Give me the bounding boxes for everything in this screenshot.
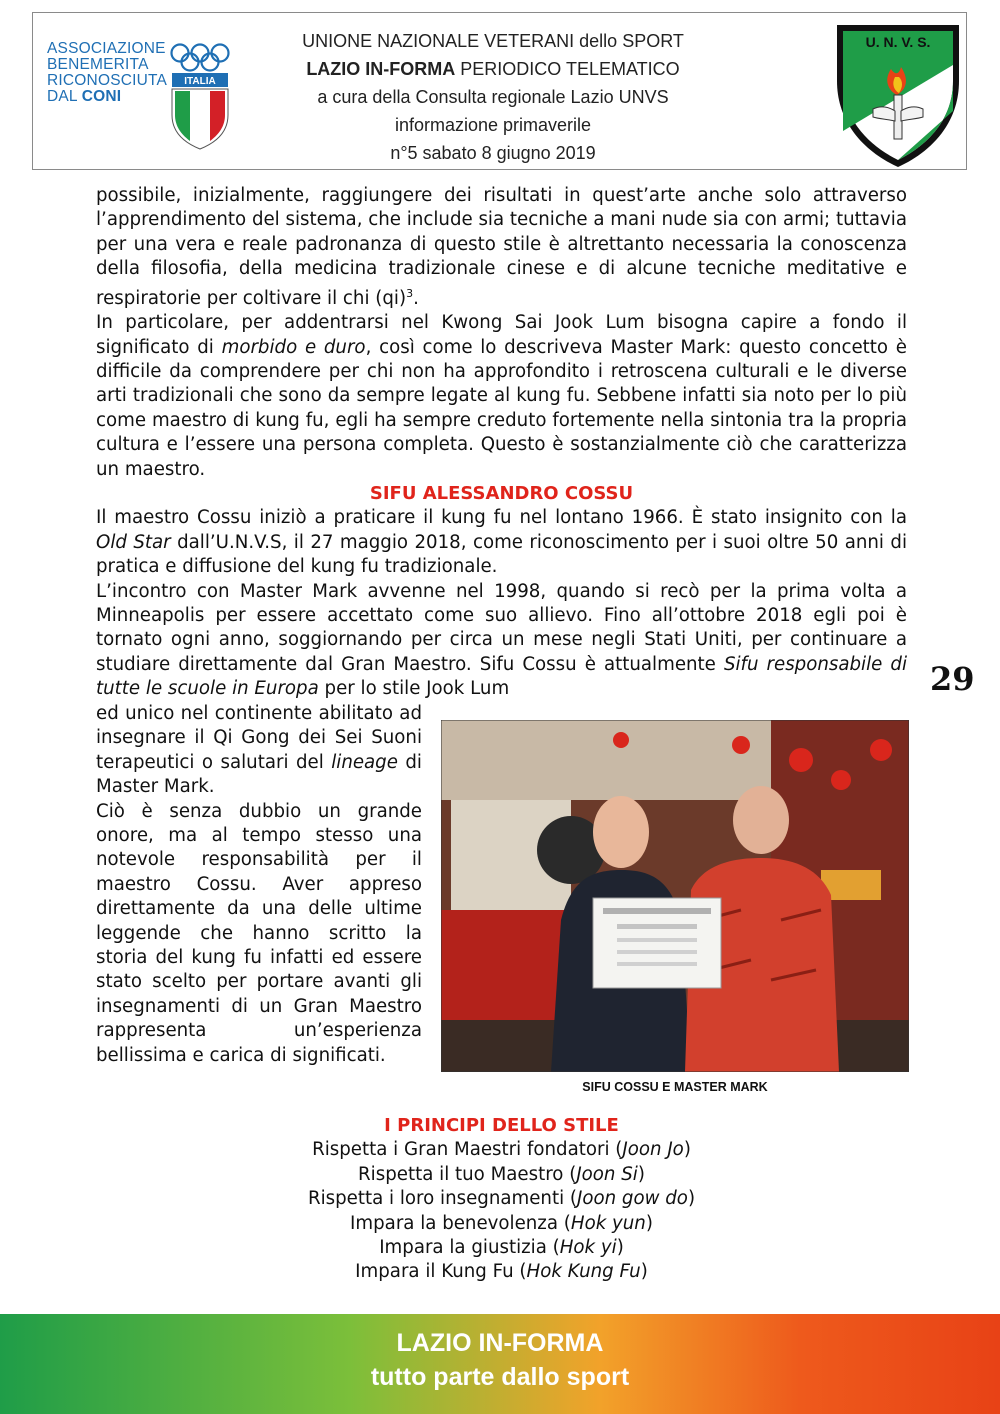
header-line: a cura della Consulta regionale Lazio UNVS (317, 87, 669, 107)
paragraph: L’incontro con Master Mark avvenne nel 1998, quando si recò per la prima volta a Minneapolis per essere accettato come suo allievo. Fino all’ottobre 2018 egli poi è tornato ogni anno, soggiornando per circa un mese negli Stati Uniti, per continuare a studiare direttamente dal Gran Maestro. Sifu Cossu è attualmente Sifu responsabile di tutte le scuole in Europa per lo stile Jook Lum (96, 580, 907, 700)
photo-caption: SIFU COSSU E MASTER MARK (582, 1080, 768, 1094)
paragraph: Ciò è senza dubbio un grande onore, ma al tempo stesso una notevole responsabilità per il maestro Cossu. Aver appreso direttamente da una delle ultime leggende che hanno scritto la storia del kung fu infatti ed essere stato scelto per portare avanti gli insegnamenti di un Gran Maestro rappresenta un’esperienza bellissima e carica di significati. (96, 800, 422, 1066)
section-title: SIFU ALESSANDRO COSSU (369, 482, 634, 504)
principle-line: Impara la giustizia (Hok yi) (379, 1237, 624, 1259)
photo-sifu-cossu-master-mark (441, 720, 909, 1072)
principle-line: Impara la benevolenza (Hok yun) (350, 1212, 653, 1234)
coni-line: ASSOCIAZIONE (47, 40, 166, 57)
paragraph: In particolare, per addentrarsi nel Kwong Sai Jook Lum bisogna capire a fondo il significato di morbido e duro, così come lo descriveva Master Mark: questo concetto è difficile da comprendere per chi non ha approfondito i retroscena culturali e le diverse arti tradizionali che sono da sempre legate al kung fu. Sebbene infatti sia noto per lo più come maestro di kung fu, egli ha sempre creduto fortemente nella sintonia tra la propria cultura e l’essere una persona completa. Questo è sostanzialmente ciò che caratterizza un maestro. (96, 312, 907, 480)
principle-line: Rispetta i loro insegnamenti (Joon gow do) (307, 1188, 696, 1210)
principle-line: Rispetta il tuo Maestro (Joon Si) (358, 1163, 645, 1185)
principles-section (96, 1114, 907, 1285)
header-line: informazione primaverile (394, 115, 592, 135)
coni-text (47, 41, 167, 105)
coni-line: BENEMERITA (47, 56, 149, 73)
unvs-shield-icon (833, 21, 963, 171)
section-title: I PRINCIPI DELLO STILE (384, 1115, 619, 1136)
intro-text (96, 184, 907, 702)
paragraph: ed unico nel continente abilitato ad insegnare il Qi Gong dei Sei Suoni terapeutici o salutari del lineage di Master Mark. (96, 703, 422, 798)
principle-line: Rispetta i Gran Maestri fondatori (Joon Jo) (312, 1139, 691, 1161)
header-line: UNIONE NAZIONALE VETERANI dello SPORT (302, 31, 684, 51)
coni-line: DAL CONI (47, 88, 122, 105)
narrow-column-text (96, 702, 422, 1068)
paragraph: possibile, inizialmente, raggiungere dei risultati in quest’arte anche solo attraverso l’apprendimento del sistema, che include sia tecniche a mani nude sia con armi; tuttavia per una vera e reale padronanza di questo stile è altrettanto necessaria la conoscenza della filosofia, della medicina tradizionale cinese e di alcune tecniche meditative e respiratorie per coltivare il chi (qi)$^3$. (96, 185, 907, 309)
svg-text:U. N. V. S.: U. N. V. S. (865, 34, 931, 50)
footer-subtitle: tutto parte dallo sport (370, 1363, 630, 1391)
footer-title: LAZIO IN-FORMA (396, 1329, 604, 1357)
paragraph: Il maestro Cossu iniziò a praticare il kung fu nel lontano 1966. È stato insignito con la Old Star dall’U.N.V.S, il 27 maggio 2018, come riconoscimento per i suoi oltre 50 anni di pratica e diffusione del kung fu tradizionale. (96, 507, 908, 578)
page-footer (0, 1314, 1000, 1414)
italia-shield-icon (169, 71, 231, 151)
svg-text:ITALIA: ITALIA (184, 76, 216, 87)
principle-line: Impara il Kung Fu (Hok Kung Fu) (355, 1261, 648, 1283)
header-text (223, 27, 763, 167)
page-header (32, 12, 967, 170)
page-number: 29 (930, 660, 975, 698)
coni-line: RICONOSCIUTA (47, 72, 168, 89)
header-line: LAZIO IN-FORMA PERIODICO TELEMATICO (306, 59, 680, 79)
header-line: n°5 sabato 8 giugno 2019 (390, 143, 596, 163)
